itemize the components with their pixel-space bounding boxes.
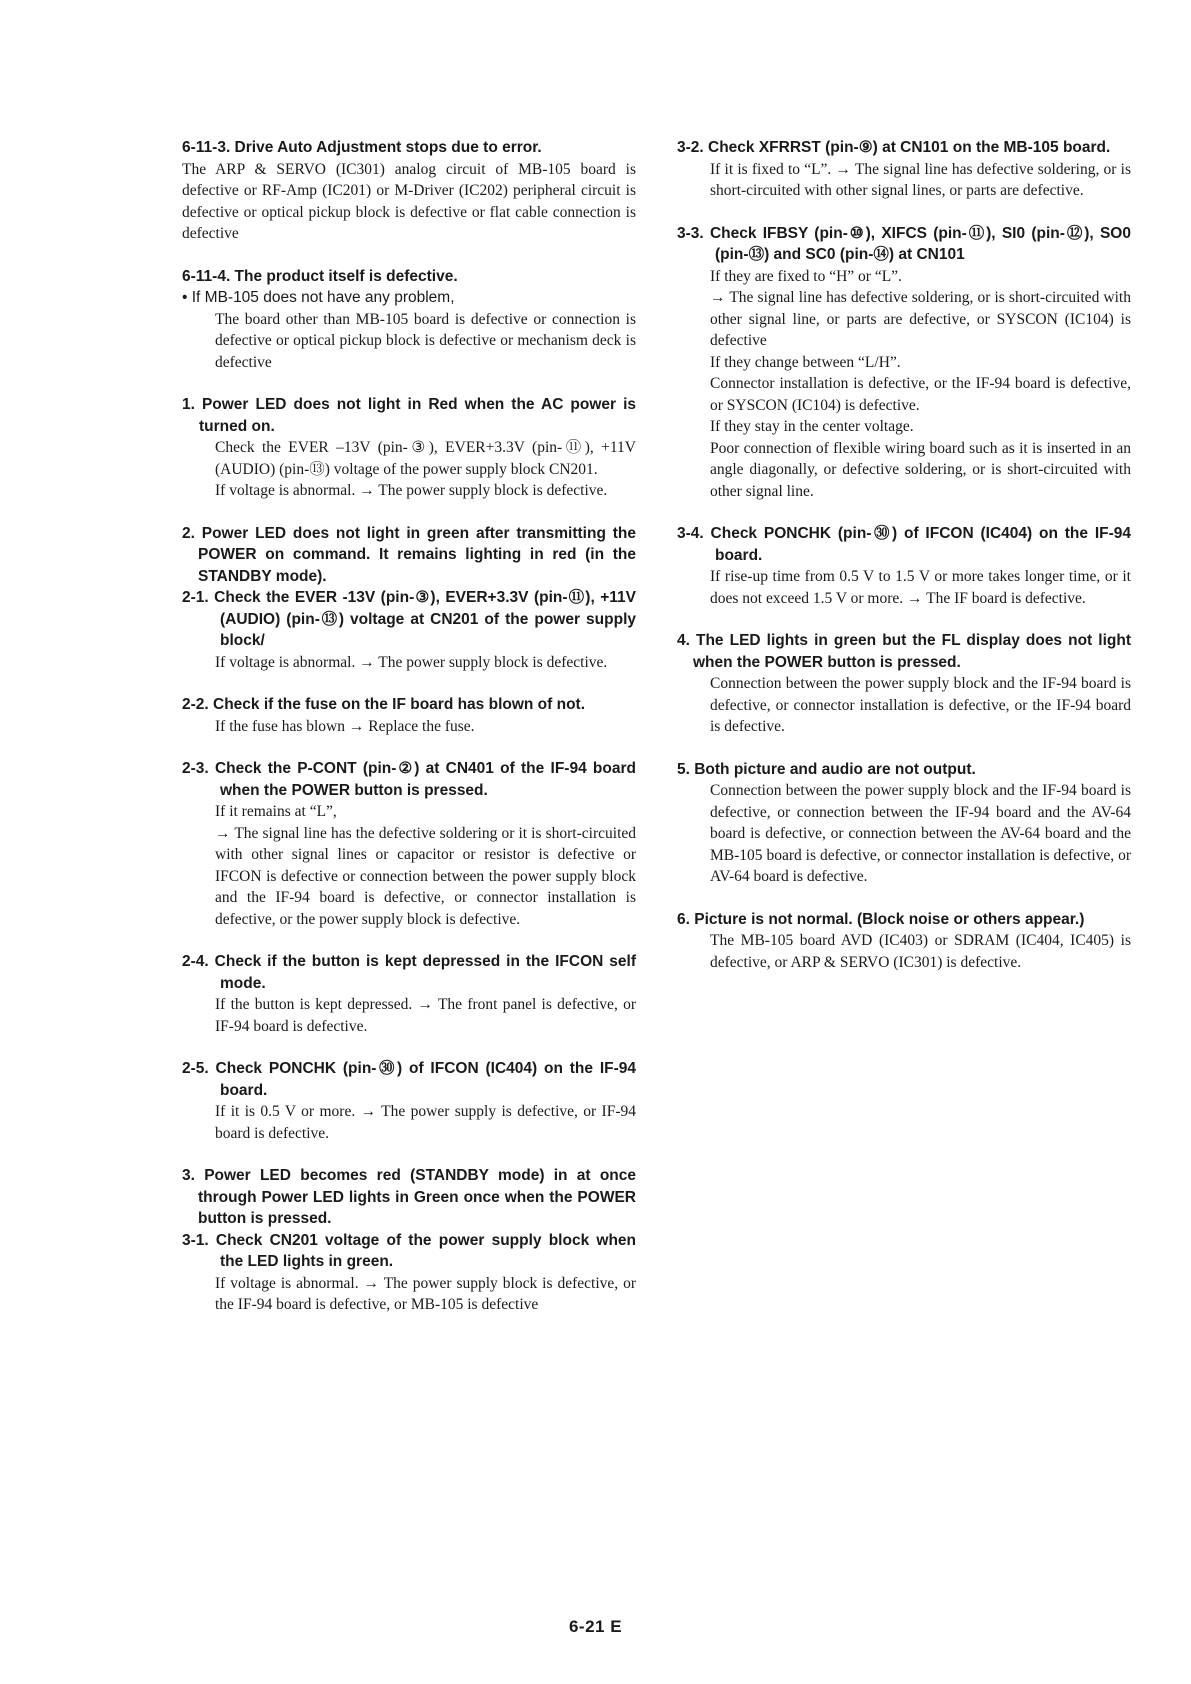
subsection-heading-3-1: 3-1. Check CN201 voltage of the power supply block when the LED lights in green.: [182, 1231, 636, 1270]
section-heading: 6. Picture is not normal. (Block noise or others appear.): [677, 910, 1085, 928]
section-heading: 6-11-3. Drive Auto Adjustment stops due to error.: [182, 139, 542, 156]
section-body: If it is 0.5 V or more. → The power supply is defective, or IF-94 board is defective.: [215, 1103, 636, 1142]
section-body: If the button is kept depressed. → The front panel is defective, or IF-94 board is defective.: [215, 996, 636, 1035]
section-body: If it is fixed to “L”. → The signal line has defective soldering, or is short-circuited with other signal lines, or parts are defective.: [710, 160, 1131, 199]
section-6-11-4: [182, 266, 636, 374]
section-5: [677, 759, 1131, 888]
section-body: Check the EVER –13V (pin-③), EVER+3.3V (pin-⑪), +11V (AUDIO) (pin-⑬) voltage of the power supply block CN201.: [215, 439, 636, 478]
section-body: → The signal line has defective soldering, or is short-circuited with other signal line, or parts are defective, or SYSCON (IC104) is defective: [710, 289, 1131, 349]
section-2-4: [182, 951, 636, 1037]
right-column: [677, 137, 1131, 994]
section-heading: 1. Power LED does not light in Red when the AC power is turned on.: [182, 396, 636, 435]
section-heading: 4. The LED lights in green but the FL display does not light when the POWER button is pressed.: [677, 632, 1131, 671]
section-2-5: [182, 1058, 636, 1144]
section-3-4: [677, 523, 1131, 609]
section-heading: 2-4. Check if the button is kept depressed in the IFCON self mode.: [182, 953, 636, 992]
bullet-item: • If MB-105 does not have any problem,: [182, 289, 455, 306]
left-column: [182, 137, 636, 1337]
page-number: 6-21 E: [568, 1617, 623, 1636]
section-body: If voltage is abnormal. → The power supply block is defective.: [215, 482, 608, 499]
section-2: [182, 523, 636, 674]
section-2-3: [182, 758, 636, 930]
section-body: If voltage is abnormal. → The power supply block is defective.: [215, 653, 608, 671]
section-body: If the fuse has blown → Replace the fuse.: [215, 717, 475, 735]
section-body: If they stay in the center voltage.: [710, 418, 914, 435]
subsection-heading-2-1: 2-1. Check the EVER -13V (pin-③), EVER+3.3V (pin-⑪), +11V (AUDIO) (pin-⑬) voltage at CN201 of the power supply block/: [182, 589, 636, 649]
section-body: If they are fixed to “H” or “L”.: [710, 267, 902, 285]
section-heading: 3-4. Check PONCHK (pin-㉚) of IFCON (IC404) on the IF-94 board.: [677, 525, 1131, 564]
section-3: [182, 1165, 636, 1316]
section-body: Connection between the power supply block and the IF-94 board is defective, or connection between the IF-94 board and the AV-64 board is defective, or connection between the AV-64 board and the MB-105 board is defective, or connector installation is defective, or AV-64 board is defective.: [710, 782, 1131, 885]
section-heading: 3-2. Check XFRRST (pin-⑨) at CN101 on the MB-105 board.: [677, 139, 1111, 156]
section-body: If it remains at “L”,: [215, 803, 337, 820]
section-body: Poor connection of flexible wiring board such as it is inserted in an angle diagonally, or defective soldering, or is short-circuited with other signal line.: [710, 439, 1131, 500]
section-heading: 3-3. Check IFBSY (pin-⑩), XIFCS (pin-⑪), SI0 (pin-⑫), SO0 (pin-⑬) and SC0 (pin-⑭) at CN101: [677, 224, 1131, 263]
section-body: The board other than MB-105 board is defective or connection is defective or optical pickup block is defective or mechanism deck is defective: [215, 310, 636, 371]
section-body: The ARP & SERVO (IC301) analog circuit of MB-105 board is defective or RF-Amp (IC201) or M-Driver (IC202) peripheral circuit is defective or optical pickup block is defective or flat cable connection is defective: [182, 160, 636, 242]
section-body: → The signal line has the defective soldering or it is short-circuited with other signal lines or capacitor or resistor is defective or IFCON is defective or connection between the power supply block and the IF-94 board is defective, or connector installation is defective, or the power supply block is defective.: [215, 824, 636, 928]
section-body: Connection between the power supply block and the IF-94 board is defective, or connector installation is defective, or the IF-94 board is defective.: [710, 675, 1131, 735]
section-heading: 2-2. Check if the fuse on the IF board has blown of not.: [182, 696, 586, 713]
section-heading: 5. Both picture and audio are not output.: [677, 760, 976, 778]
section-body: If voltage is abnormal. → The power supply block is defective, or the IF-94 board is defective, or MB-105 is defective: [215, 1274, 636, 1313]
section-6-11-3: [182, 137, 636, 245]
section-3-2: [677, 137, 1131, 202]
section-heading: 2-5. Check PONCHK (pin-㉚) of IFCON (IC404) on the IF-94 board.: [182, 1060, 636, 1099]
section-body: If they change between “L/H”.: [710, 353, 901, 371]
section-heading: 2. Power LED does not light in green after transmitting the POWER on command. It remains lighting in red (in the STANDBY mode).: [182, 524, 636, 585]
section-body: The MB-105 board AVD (IC403) or SDRAM (IC404, IC405) is defective, or ARP & SERVO (IC301) is defective.: [710, 932, 1131, 971]
section-2-2: [182, 694, 636, 737]
section-3-3: [677, 223, 1131, 503]
section-body: If rise-up time from 0.5 V to 1.5 V or more takes longer time, or it does not exceed 1.5 V or more. → The IF board is defective.: [710, 568, 1131, 607]
section-heading: 6-11-4. The product itself is defective.: [182, 267, 458, 285]
section-1: [182, 394, 636, 502]
section-heading: 2-3. Check the P-CONT (pin-②) at CN401 of the IF-94 board when the POWER button is pressed.: [182, 760, 636, 799]
section-body: Connector installation is defective, or the IF-94 board is defective, or SYSCON (IC104) is defective.: [710, 375, 1131, 414]
section-6: [677, 909, 1131, 974]
section-4: [677, 630, 1131, 738]
section-heading: 3. Power LED becomes red (STANDBY mode) in at once through Power LED lights in Green once when the POWER button is pressed.: [182, 1167, 636, 1227]
